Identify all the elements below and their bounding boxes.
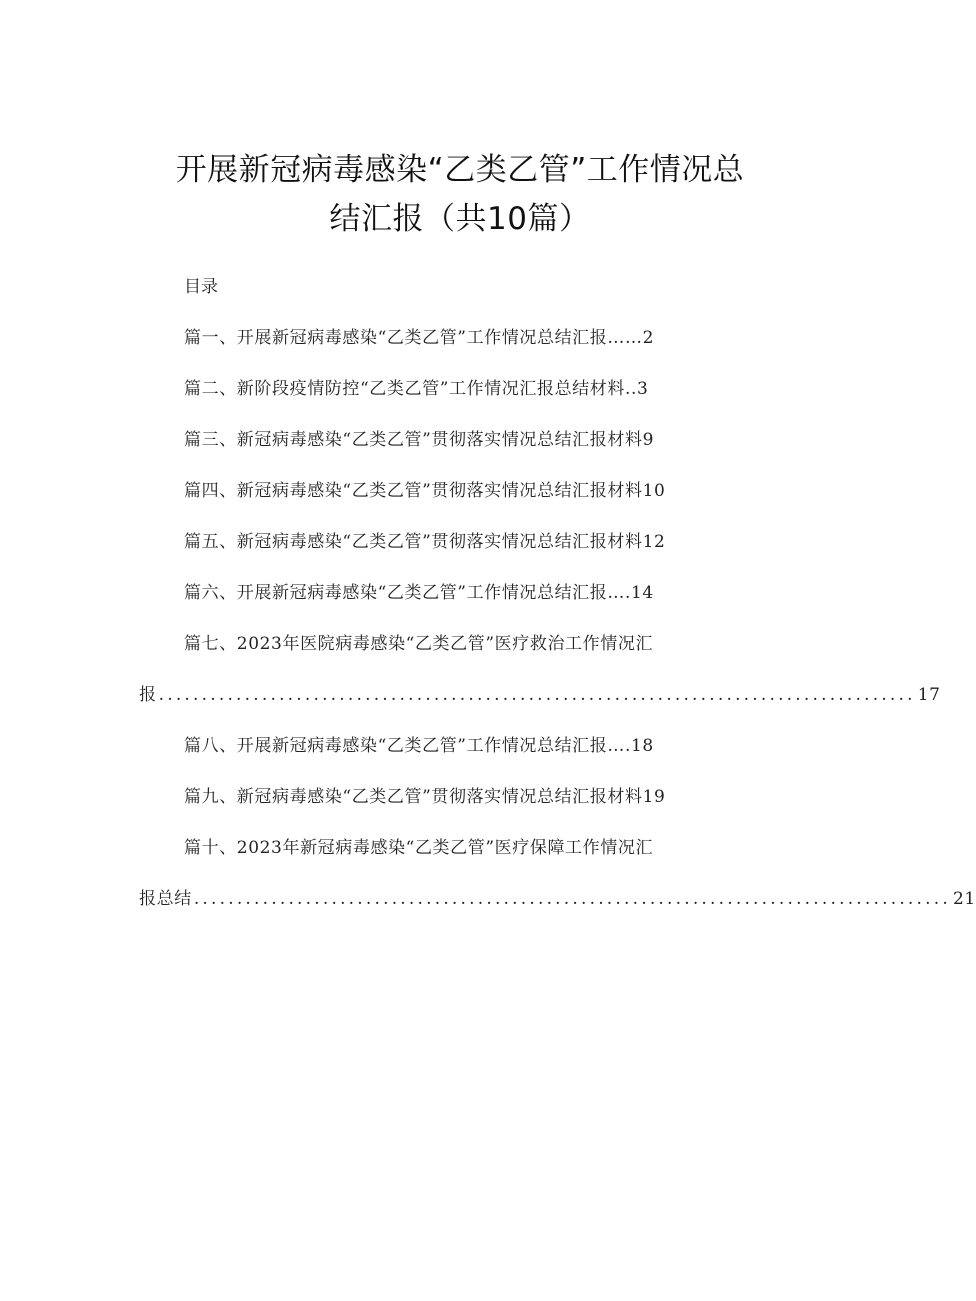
toc-heading: 目录 [184,277,218,297]
toc-entry-7-continuation[interactable] [139,680,941,705]
document-title-line1: 开展新冠病毒感染“乙类乙管”工作情况总 [175,152,745,188]
toc-entry-7-page: 17 [917,685,941,705]
toc-entry-10-page: 21 [952,889,976,909]
toc-entry-6[interactable]: 篇六、开展新冠病毒感染“乙类乙管”工作情况总结汇报….14 [184,583,654,603]
toc-entry-8[interactable]: 篇八、开展新冠病毒感染“乙类乙管”工作情况总结汇报….18 [184,736,654,756]
toc-leader-dots: ........................................................................................ [158,685,916,705]
toc-entry-3[interactable]: 篇三、新冠病毒感染“乙类乙管”贯彻落实情况总结汇报材料9 [184,430,654,450]
toc-entry-10-cont-text: 报总结 [139,889,192,909]
toc-entry-7-cont-text: 报 [139,685,157,705]
toc-entry-4[interactable]: 篇四、新冠病毒感染“乙类乙管”贯彻落实情况总结汇报材料10 [184,481,666,501]
toc-leader-dots: ........................................................................................ [193,889,951,909]
toc-entry-9[interactable]: 篇九、新冠病毒感染“乙类乙管”贯彻落实情况总结汇报材料19 [184,787,666,807]
toc-entry-2[interactable]: 篇二、新阶段疫情防控“乙类乙管”工作情况汇报总结材料..3 [184,379,649,399]
document-title-line2: 结汇报（共10篇） [329,201,591,237]
toc-entry-5[interactable]: 篇五、新冠病毒感染“乙类乙管”贯彻落实情况总结汇报材料12 [184,532,666,552]
toc-entry-10[interactable]: 篇十、2023年新冠病毒感染“乙类乙管”医疗保障工作情况汇 [184,838,654,858]
toc-entry-1[interactable]: 篇一、开展新冠病毒感染“乙类乙管”工作情况总结汇报……2 [184,328,654,348]
toc-entry-10-continuation[interactable] [139,884,976,909]
toc-entry-7[interactable]: 篇七、2023年医院病毒感染“乙类乙管”医疗救治工作情况汇 [184,634,654,654]
